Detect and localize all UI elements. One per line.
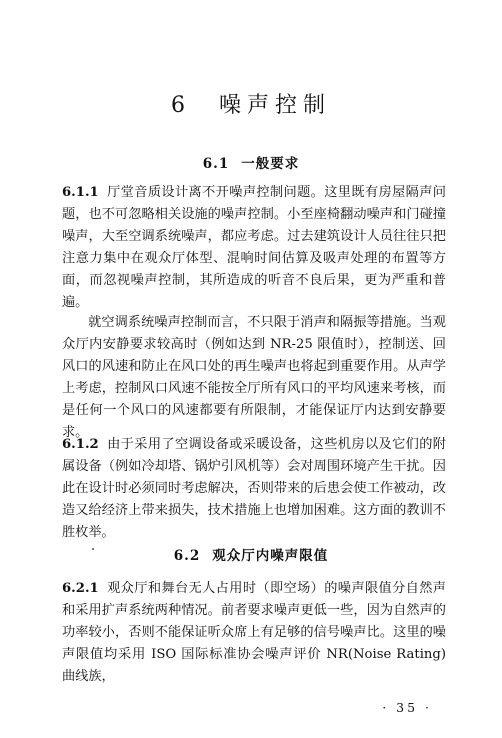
clause-number: 6.1.1 xyxy=(62,185,99,200)
section-title: 观众厅内噪声限值 xyxy=(212,548,329,564)
paragraph-6-1-1-continued xyxy=(62,312,446,444)
section-heading-6-1 xyxy=(0,152,502,172)
paragraph-text: 厅堂音质设计离不开噪声控制问题。这里既有房屋隔声问题，也不可忽略相关设施的噪声控制。小至座椅翻动噪声和门碰撞噪声，大至空调系统噪声，都应考虑。过去建筑设计人员往往只把注意力集中在观众厅体型、混响时间估算及吸声处理的布置等方面，而忽视噪声控制，其所造成的听音不良后果，更为严重和普遍。 xyxy=(62,185,446,310)
paragraph-text: 观众厅和舞台无人占用时（即空场）的噪声限值分自然声和采用扩声系统两种情况。前者要求噪声更低一些，因为自然声的功率较小，否则不能保证听众席上有足够的信号噪声比。这里的噪声限值均采用 ISO 国际标准协会噪声评价 NR(Noise Rating) 曲线族， xyxy=(62,581,446,684)
page-number: · 35 · xyxy=(382,700,432,715)
section-heading-6-2 xyxy=(0,544,502,564)
paragraph-text: 由于采用了空调设备或采暖设备，这些机房以及它们的附属设备（例如冷却塔、锅炉引风机等）会对周围环境产生干扰。因此在设计时必须同时考虑解决，否则带来的后患会使工作被动，改造又给经济上带来损失，技术措施上也增加困难。这方面的教训不胜枚举。 xyxy=(62,437,446,540)
paragraph-6-1-2 xyxy=(62,434,446,544)
paragraph-6-1-1 xyxy=(62,182,446,314)
section-number: 6.2 xyxy=(173,548,201,564)
paragraph-text: 就空调系统噪声控制而言，不只限于消声和隔振等措施。当观众厅内安静要求较高时（例如达到 NR-25 限值时），控制送、回风口的风速和防止在风口处的再生噪声也将起到重要作用。从声学上考虑，控制风口风速不能按全厅所有风口的平均风速来考核，而是任何一个风口的风速都要有所限制，才能保证厅内达到安静要求。 xyxy=(62,315,446,440)
chapter-title: 6 噪声控制 xyxy=(171,93,331,118)
paragraph-6-2-1 xyxy=(62,578,446,688)
section-title: 一般要求 xyxy=(241,156,300,172)
clause-number: 6.1.2 xyxy=(62,437,99,452)
clause-number: 6.2.1 xyxy=(62,581,99,596)
section-number: 6.1 xyxy=(202,156,230,172)
